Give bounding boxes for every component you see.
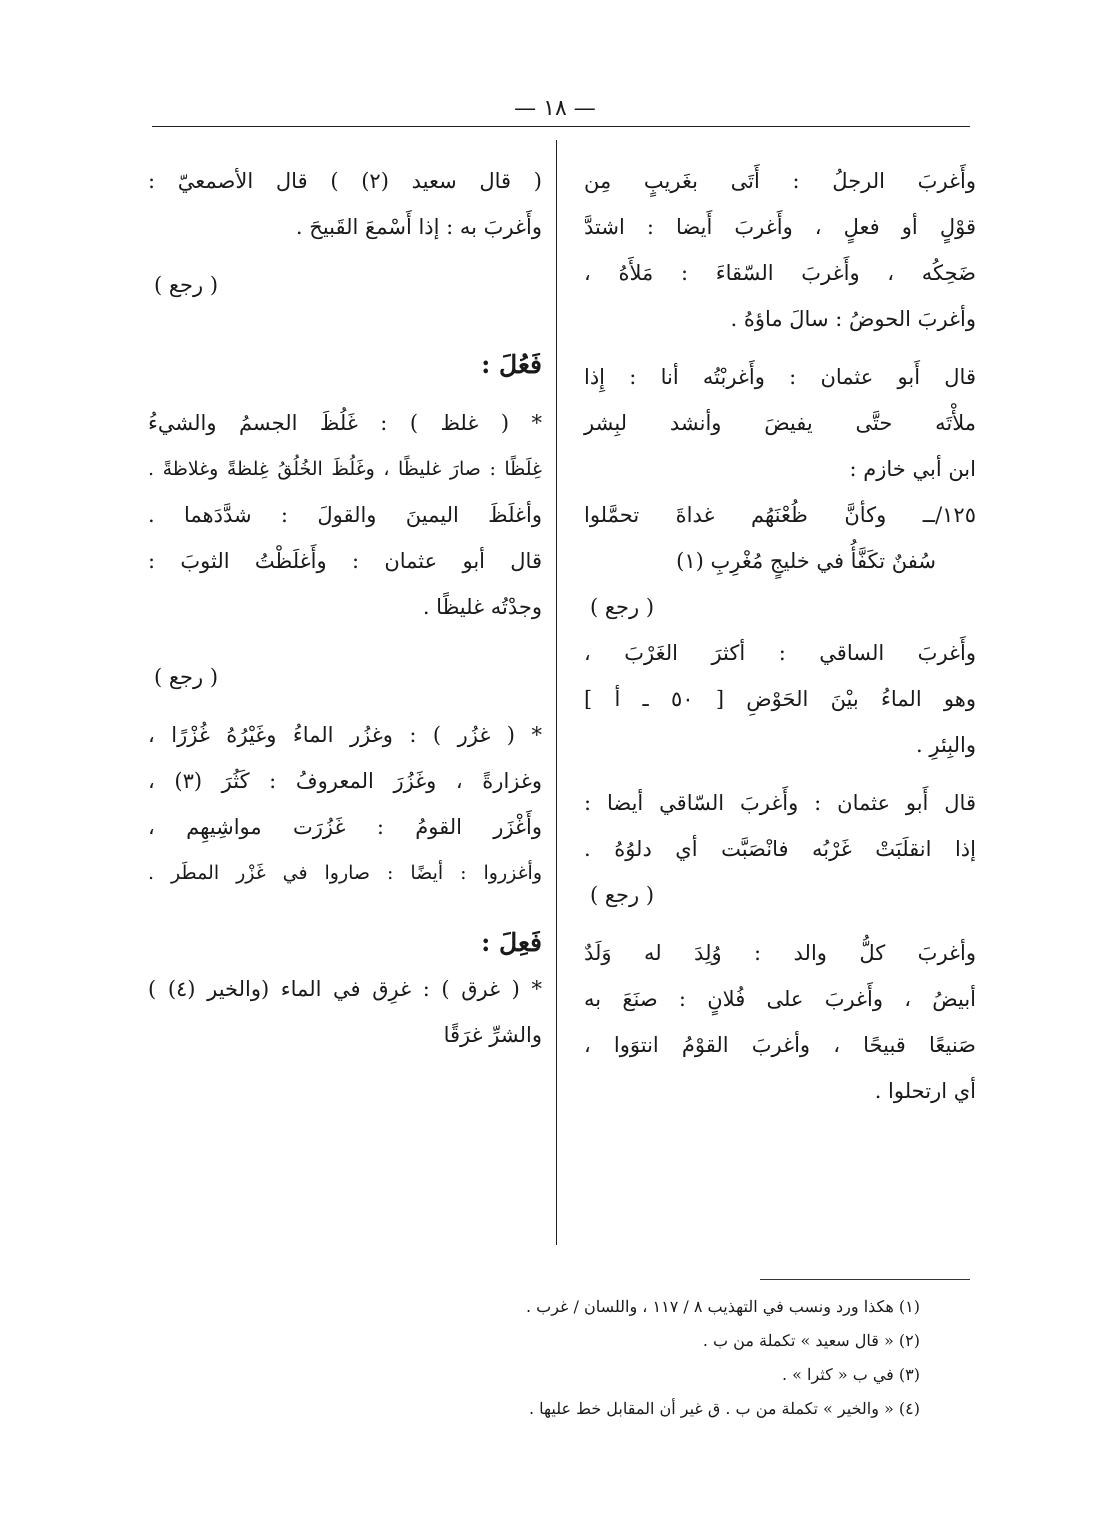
column-divider	[556, 140, 557, 1245]
text-line: وأغزروا : أيضًا : صاروا في غَزْر المطَر .	[148, 862, 542, 884]
footnote: (٣) في ب « كثرا » .	[781, 1365, 920, 1384]
text-line: وأغربَ كلُّ والد : وُلِدَ له وَلَدٌ	[584, 941, 976, 965]
text-line: أي ارتحلوا .	[874, 1079, 976, 1103]
footnotes-rule	[760, 1279, 970, 1280]
section-heading: فَعِلَ :	[481, 928, 542, 957]
resume-marker: ( رجع )	[590, 595, 655, 619]
text-line: صَنيعًا قبيحًا ، وأغربَ القوْمُ انتوَوا ،	[584, 1033, 976, 1057]
resume-marker: ( رجع )	[590, 883, 655, 907]
page-number: — ١٨ —	[514, 96, 596, 121]
text-line: والبِئرِ .	[916, 733, 976, 757]
entry-line: * ( غزُر ) : وغزُر الماءُ وغَيْرُهُ غُزْرًا ،	[148, 723, 542, 747]
resume-marker: ( رجع )	[154, 273, 219, 297]
text-line: غِلَظًا : صارَ غليظًا ، وغَلُظَ الخُلُقُ غِلظةً وغلاظةً .	[148, 458, 542, 480]
text-line: والشرِّ غرَقًا	[443, 1023, 542, 1047]
text-line: إذا انقلَبَتْ غَرْبُه فانْصَبَّت أي دلوُهُ .	[584, 837, 976, 861]
verse-line: ١٢٥/ــ وكأنَّ ظُعْنَهُم غداةَ تحمَّلوا	[584, 503, 976, 527]
text-line: وأَغربَ الرجلُ : أَتَى بغَريبٍ مِن	[584, 169, 976, 193]
text-line: أبيضُ ، وأَغربَ على فُلانٍ : صنَعَ به	[584, 987, 976, 1011]
entry-line: * ( غلظ ) : غَلُظَ الجسمُ والشيءُ	[148, 411, 542, 435]
section-heading: فَعُلَ :	[481, 350, 542, 379]
text-line: وأَغربَ الساقي : أكثرَ الغَرْبَ ،	[584, 641, 976, 665]
header-rule	[152, 126, 970, 127]
text-line: وهو الماءُ بيْنَ الحَوْضِ [ ٥٠ ـ أ ]	[584, 687, 976, 711]
text-line: وأغربَ الحوضُ : سالَ ماؤهُ .	[730, 307, 976, 331]
left-column	[148, 158, 542, 1248]
text-line: وأَغْزَر القومُ : غَزُرَت مواشِيهِم ،	[148, 815, 542, 839]
text-line: ضَحِكُه ، وأَغربَ السّقاءَ : مَلأَهُ ،	[584, 261, 976, 285]
footnote: (١) هكذا ورد ونسب في التهذيب ٨ / ١١٧ ، واللسان / غرب .	[525, 1297, 920, 1316]
footnote: (٢) « قال سعيد » تكملة من ب .	[702, 1331, 920, 1350]
entry-line: * ( غرق ) : غرِق في الماء (والخير (٤) )	[148, 977, 542, 1001]
text-line: وغزارةً ، وغَزُرَ المعروفُ : كَثُرَ (٣) ،	[148, 769, 542, 793]
text-line: قال أَبو عثمان : وأَغربْتُه أنا : إِذا	[584, 365, 976, 389]
right-column	[584, 158, 976, 1248]
footnote: (٤) « والخير » تكملة من ب . ق غير أن المقابل خط عليها .	[528, 1399, 920, 1418]
text-line: وأغلَظَ اليمينَ والقولَ : شدَّدَهما .	[148, 503, 542, 527]
text-line: ابن أبي خازم :	[849, 457, 976, 481]
text-line: وجدْتُه غليظًا .	[422, 595, 542, 619]
resume-marker: ( رجع )	[154, 665, 219, 689]
footnotes	[400, 1290, 920, 1426]
text-line: قال أَبو عثمان : وأَغربَ السّاقي أيضا :	[584, 791, 976, 815]
text-line: قال أبو عثمان : وأَغلَظْتُ الثوبَ :	[148, 549, 542, 573]
text-line: ( قال سعيد (٢) ) قال الأصمعيّ :	[148, 169, 542, 193]
text-line: وأَغربَ به : إذا أَسْمعَ القَبيحَ .	[295, 215, 542, 239]
text-line: قوْلٍ أو فعلٍ ، وأَغربَ أَيضا : اشتدَّ	[584, 215, 976, 239]
verse-line: سُفنٌ تكَفَّأُ في خليجٍ مُغْرِبِ (١)	[676, 549, 936, 573]
text-line: ملأْتَه حتَّى يفيضَ وأنشد لبِشر	[584, 411, 976, 435]
